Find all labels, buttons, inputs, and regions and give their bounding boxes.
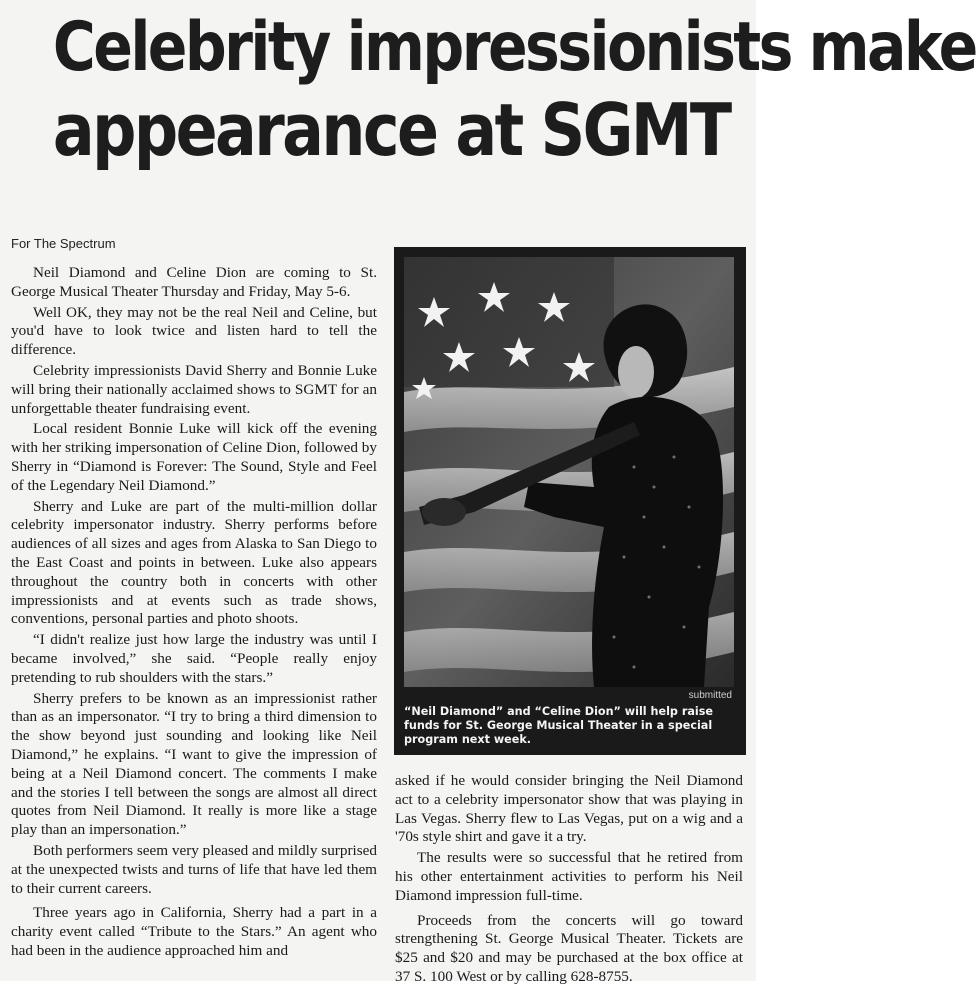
paragraph: Celebrity impressionists David Sherry and Bonnie Luke will bring their nationally acclaimed shows to SGMT for an unforgettable theater fundraising event. — [11, 361, 377, 417]
photo-credit: submitted — [688, 690, 732, 701]
headline-line-1: Celebrity impressionists make — [52, 8, 976, 87]
paragraph: Sherry prefers to be known as an impressionist rather than as an impersonator. “I try to bring a third dimension to the show beyond just sounding and looking like Neil Diamond,” he explains. “I want to give the impression of being at a Neil Diamond concert. The comments I make and the stories I tell between the songs are almost all direct quotes from Neil Diamond. It really is more like a stage play than an impersonation.” — [11, 689, 377, 839]
paragraph: Well OK, they may not be the real Neil and Celine, but you'd have to look twice and listen hard to tell the difference. — [11, 303, 377, 359]
headline-line-2: appearance at SGMT — [52, 88, 730, 172]
paragraph: The results were so successful that he retired from his other entertainment activities to perform his Neil Diamond impression full-time. — [395, 849, 743, 904]
performer-photo-image — [404, 257, 734, 687]
article-column-1 — [11, 264, 377, 963]
paragraph: “I didn't realize just how large the industry was until I became involved,” she said. “People really enjoy pretending to rub shoulders with the stars.” — [11, 631, 377, 686]
paragraph: asked if he would consider bringing the Neil Diamond act to a celebrity impersonator show that was playing in Las Vegas. Sherry flew to Las Vegas, put on a wig and a '70s style shirt and gave it a try. — [395, 772, 743, 846]
paragraph: Three years ago in California, Sherry had a part in a charity event called “Tribute to the Stars.” An agent who had been in the audience approached him and — [11, 904, 377, 959]
paragraph: Neil Diamond and Celine Dion are coming to St. George Musical Theater Thursday and Friday, May 5-6. — [11, 264, 377, 300]
headline — [52, 8, 976, 172]
photo-box — [394, 247, 746, 755]
article-column-2 — [395, 772, 743, 989]
paragraph: Both performers seem very pleased and mildly surprised at the unexpected twists and turns of life that have led them to their current careers. — [11, 841, 377, 897]
paragraph: Local resident Bonnie Luke will kick off the evening with her striking impersonation of Celine Dion, followed by Sherry in “Diamond is Forever: The Sound, Style and Feel of the Legendary Neil Diamond.” — [11, 420, 377, 494]
paragraph: Proceeds from the concerts will go toward strengthening St. George Musical Theater. Tickets are $25 and $20 and may be purchased at the box office at 37 S. 100 West or by calling 628-8755. — [395, 911, 743, 985]
performer-photo — [404, 257, 734, 687]
byline: For The Spectrum — [11, 236, 116, 251]
paragraph: Sherry and Luke are part of the multi-million dollar celebrity impersonator industry. Sherry performs before audiences of all sizes and ages from Alaska to San Diego to the East Coast and points in between. Luke also appears throughout the country both in concerts with other impressionists and at events such as trade shows, conventions, personal parties and photo shoots. — [11, 497, 377, 628]
photo-caption: “Neil Diamond” and “Celine Dion” will help raise funds for St. George Musical Theater in a special program next week. — [404, 705, 713, 746]
